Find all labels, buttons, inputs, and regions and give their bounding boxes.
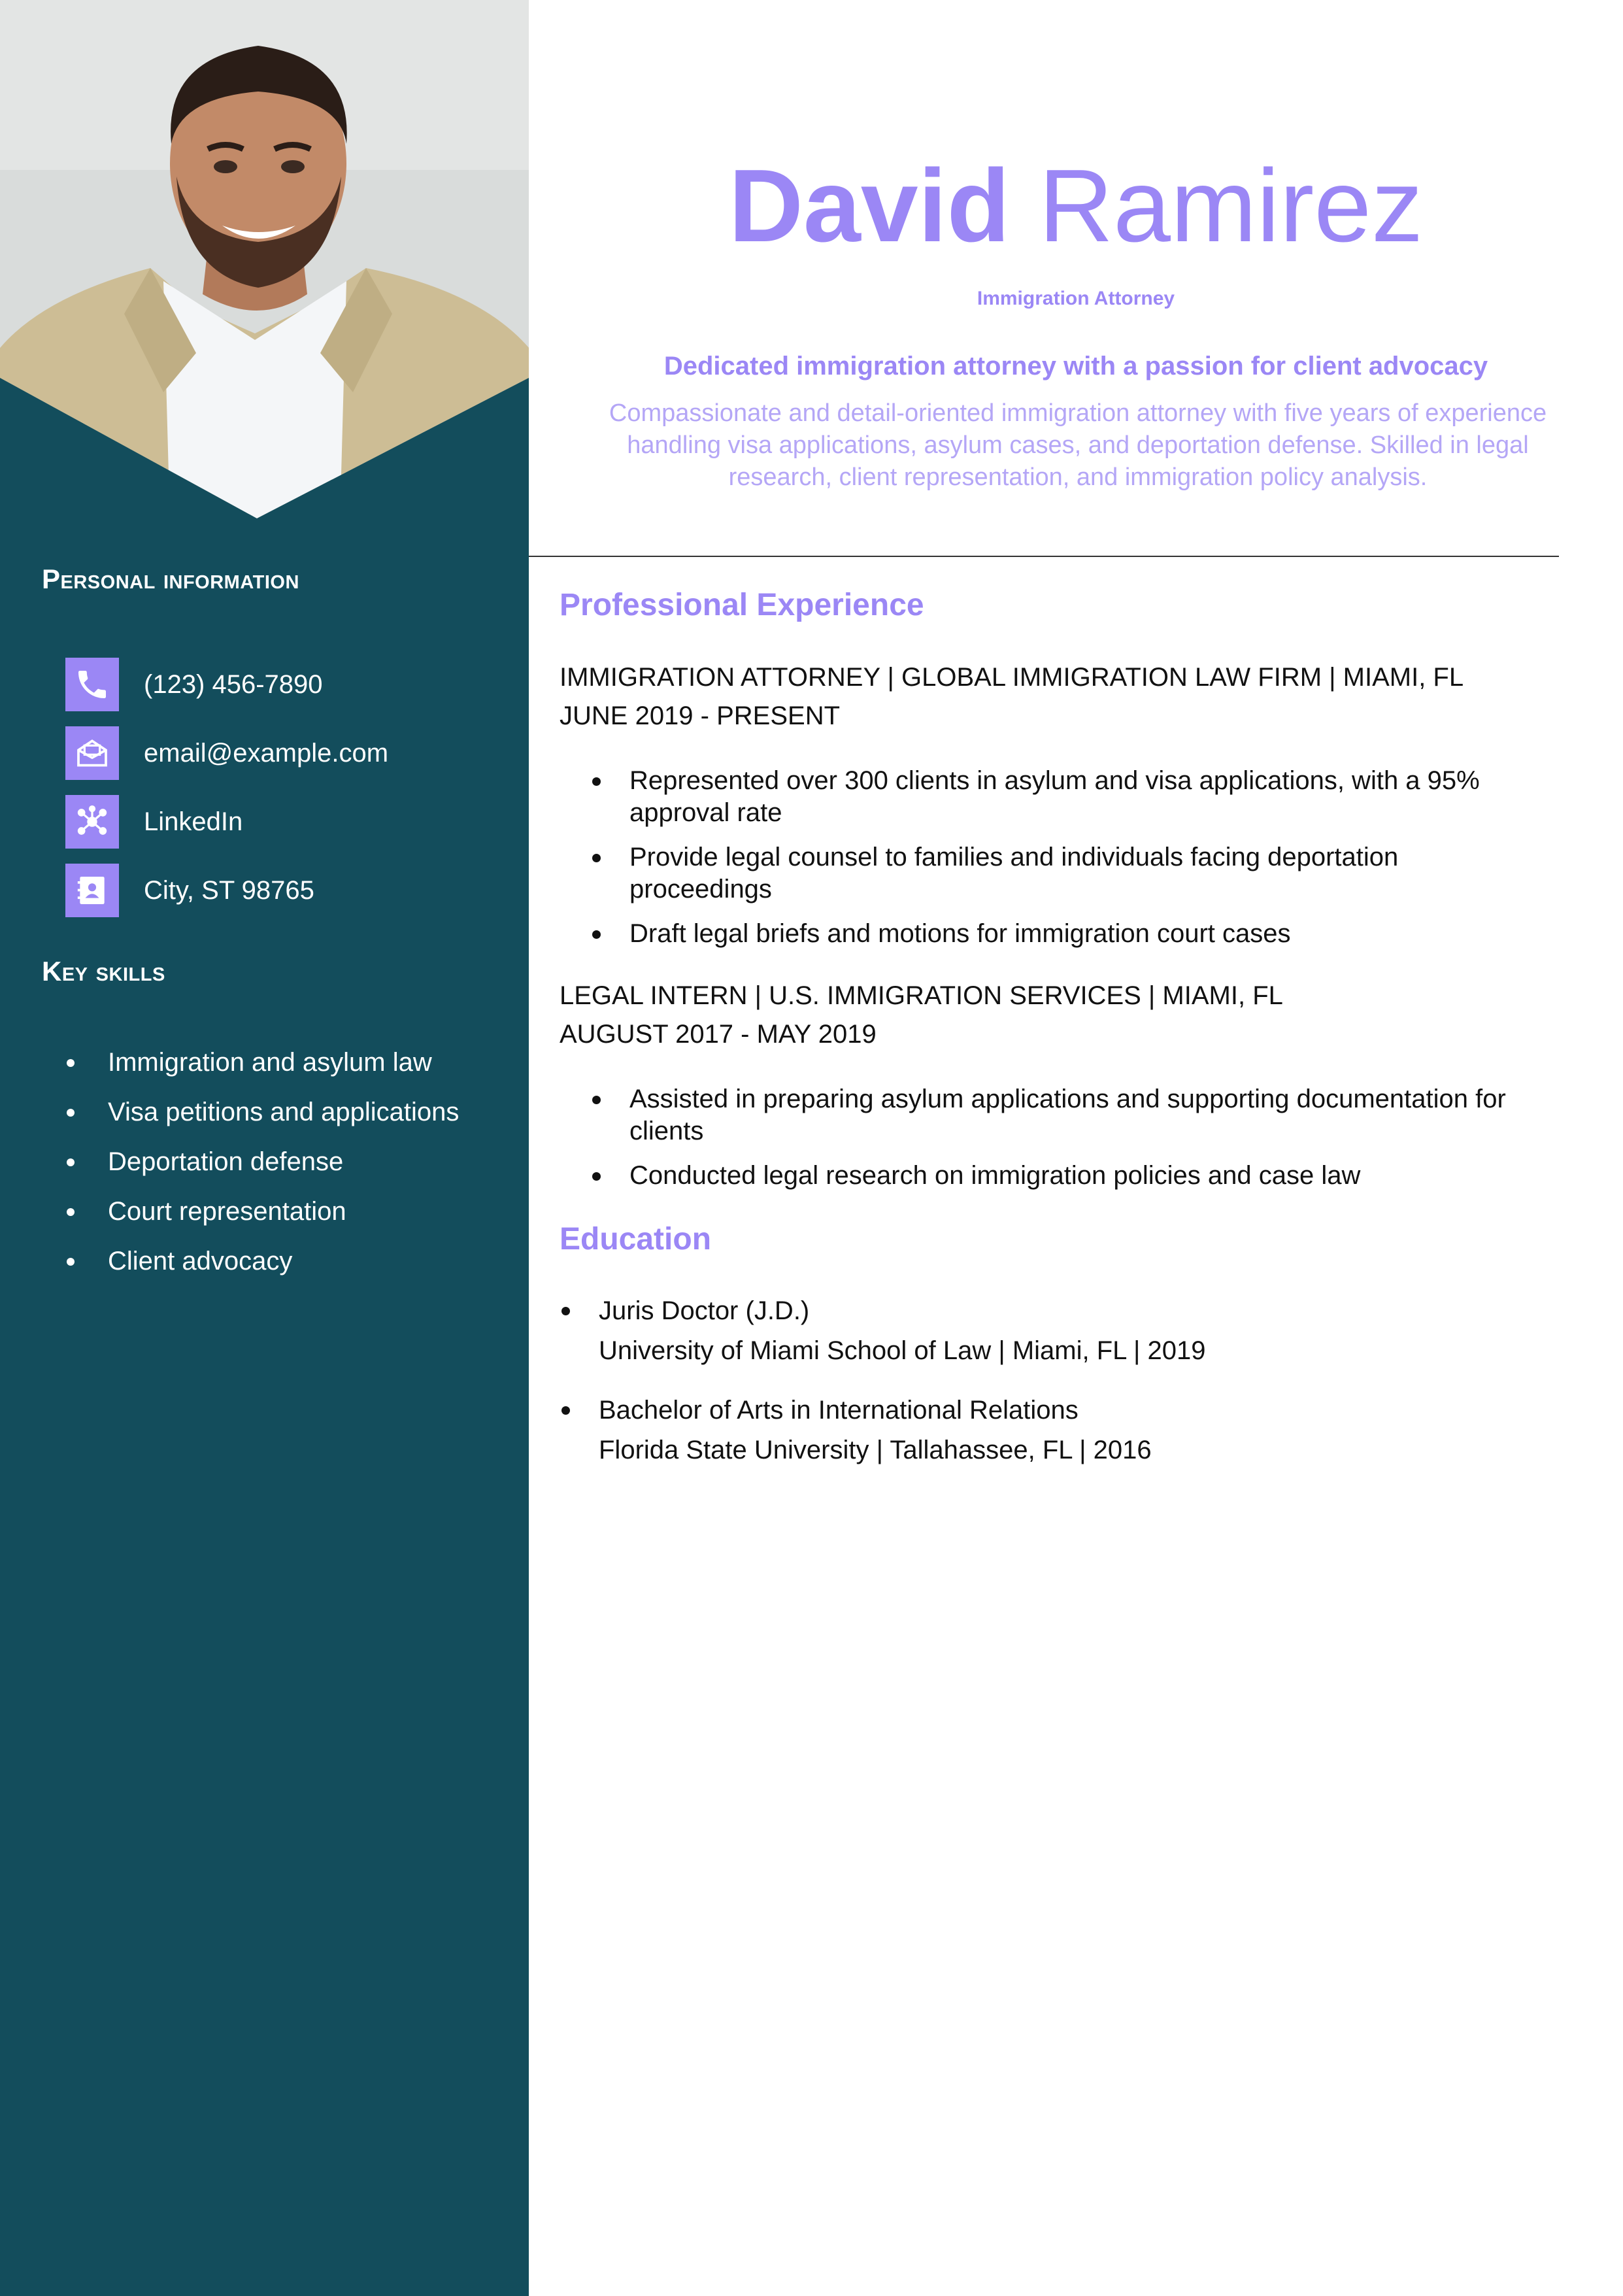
- education-item: [560, 1391, 1540, 1470]
- skill-item: Client advocacy: [65, 1245, 484, 1278]
- main-content: [529, 0, 1623, 2296]
- skill-item: Immigration and asylum law: [65, 1046, 484, 1079]
- skill-item: Court representation: [65, 1195, 484, 1228]
- email-icon: [65, 726, 119, 780]
- phone-icon: [65, 658, 119, 711]
- phone-text: (123) 456-7890: [144, 669, 323, 699]
- job-bullet: Provide legal counsel to families and individuals facing deportation proceedings: [560, 841, 1540, 905]
- contact-linkedin: [65, 794, 388, 849]
- education-details: Florida State University | Tallahassee, FL | 2016: [599, 1436, 1152, 1464]
- education-degree: Juris Doctor (J.D.): [599, 1296, 810, 1325]
- network-icon: [65, 795, 119, 849]
- contact-phone: [65, 657, 388, 712]
- job-title-line: LEGAL INTERN | U.S. IMMIGRATION SERVICES | MIAMI, FL: [560, 981, 1283, 1010]
- job-dates: AUGUST 2017 - MAY 2019: [560, 1020, 877, 1049]
- summary: Compassionate and detail-oriented immigration attorney with five years of experience handling visa applications, asylum cases, and deportation defense. Skilled in legal research, client representation, and immigration policy analysis.: [609, 399, 1547, 491]
- education-degree: Bachelor of Arts in International Relations: [599, 1396, 1079, 1425]
- first-name: David: [728, 148, 1011, 263]
- job-bullets: [560, 1083, 1540, 1204]
- experience-heading: Professional Experience: [560, 588, 924, 622]
- skills-list: [65, 1046, 484, 1294]
- job-bullet: Represented over 300 clients in asylum and visa applications, with a 95% approval rate: [560, 765, 1540, 829]
- job-bullet: Assisted in preparing asylum applications and supporting documentation for clients: [560, 1083, 1540, 1147]
- email-text: email@example.com: [144, 738, 389, 768]
- address-book-icon: [65, 864, 119, 917]
- sidebar: [0, 0, 529, 2296]
- header-divider: [529, 556, 1559, 557]
- education-heading: Education: [560, 1222, 712, 1257]
- job-bullet: Conducted legal research on immigration policies and case law: [560, 1160, 1540, 1192]
- job-title-line: IMMIGRATION ATTORNEY | GLOBAL IMMIGRATION LAW FIRM | MIAMI, FL: [560, 663, 1464, 692]
- last-name: Ramirez: [1038, 148, 1424, 263]
- education-list: [560, 1291, 1540, 1490]
- key-skills-heading: Key skills: [42, 956, 165, 987]
- profile-photo-illustration: [0, 0, 529, 523]
- job-dates: JUNE 2019 - PRESENT: [560, 701, 841, 730]
- education-details: University of Miami School of Law | Miami, FL | 2019: [599, 1336, 1206, 1365]
- personal-info-heading: Personal information: [42, 564, 299, 594]
- skill-item: Visa petitions and applications: [65, 1096, 484, 1129]
- tagline: Dedicated immigration attorney with a passion for client advocacy: [663, 352, 1488, 380]
- education-item: [560, 1291, 1540, 1371]
- job-bullets: [560, 765, 1540, 962]
- job-bullet: Draft legal briefs and motions for immigration court cases: [560, 918, 1540, 950]
- contact-email: [65, 726, 388, 781]
- contact-address: [65, 863, 388, 918]
- linkedin-text: LinkedIn: [144, 807, 243, 836]
- skill-item: Deportation defense: [65, 1145, 484, 1179]
- full-name: [529, 147, 1623, 265]
- job-title: Immigration Attorney: [977, 288, 1175, 309]
- profile-photo: [0, 0, 529, 523]
- contact-list: [65, 657, 388, 932]
- address-text: City, ST 98765: [144, 875, 314, 905]
